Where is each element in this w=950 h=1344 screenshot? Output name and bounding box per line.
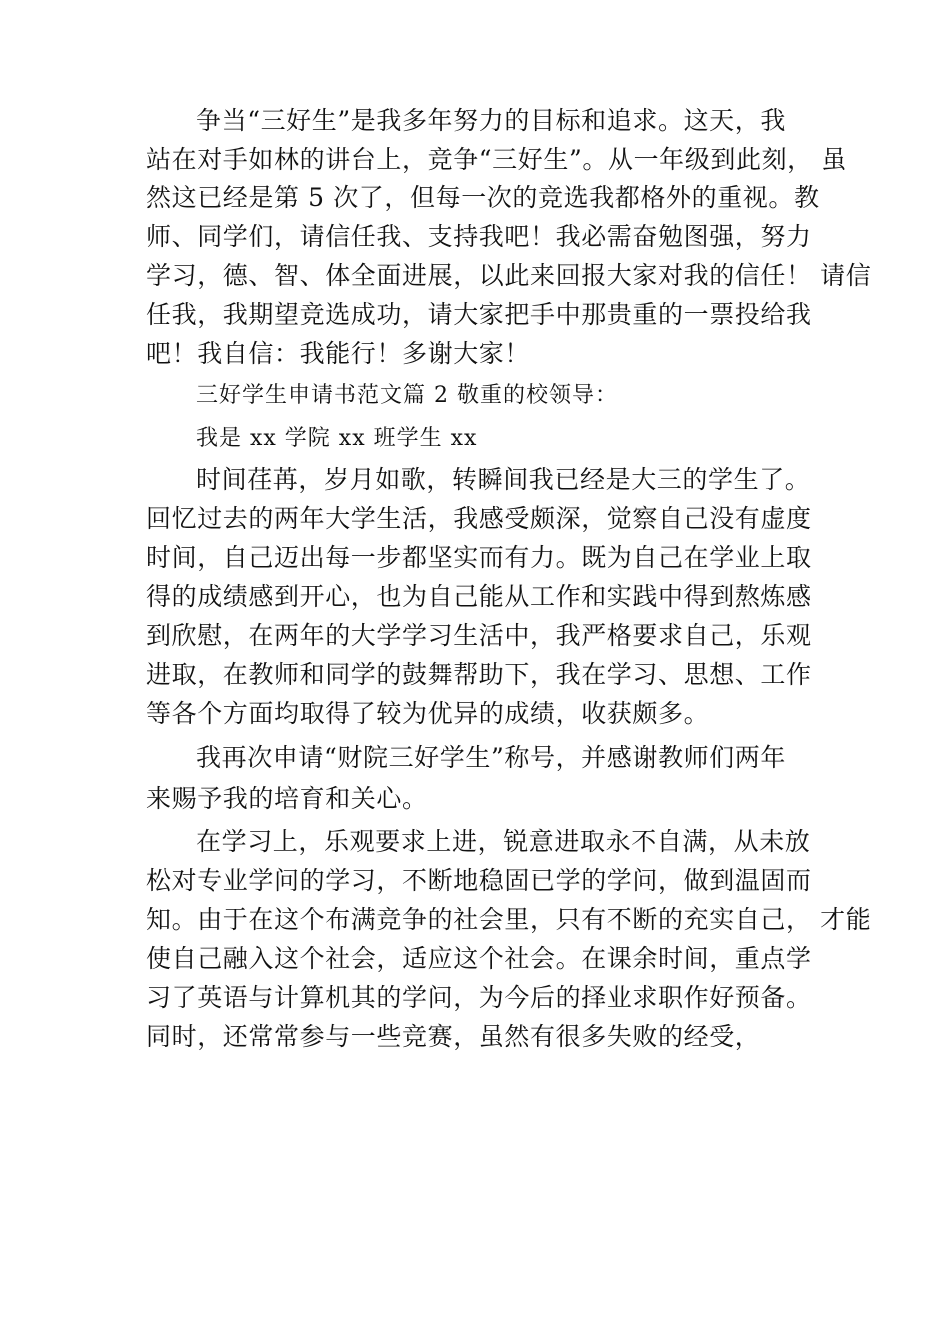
paragraph-line: 学习，德、智、体全面进展，以此来回报大家对我的信任！ 请信 <box>146 261 872 290</box>
paragraph-line: 松对专业学问的学习，不断地稳固已学的学问，做到温固而 <box>146 866 812 895</box>
paragraph-line: 等各个方面均取得了较为优异的成绩，收获颇多。 <box>146 699 710 728</box>
paragraph-line: 师、同学们，请信任我、支持我吧！我必需奋勉图强，努力 <box>146 222 812 251</box>
paragraph-line: 回忆过去的两年大学生活，我感受颇深，觉察自己没有虚度 <box>146 504 812 533</box>
paragraph-line: 时间荏苒，岁月如歌，转瞬间我已经是大三的学生了。 <box>196 465 811 494</box>
paragraph-line: 来赐予我的培育和关心。 <box>146 784 428 813</box>
paragraph-line: 站在对手如林的讲台上，竞争“三好生”。从一年级到此刻， 虽 <box>146 145 847 174</box>
paragraph-line: 进取，在教师和同学的鼓舞帮助下，我在学习、思想、工作 <box>146 660 812 689</box>
paragraph-line: 我再次申请“财院三好学生”称号，并感谢教师们两年 <box>196 743 786 772</box>
paragraph-line: 争当“三好生”是我多年努力的目标和追求。这天，我 <box>196 106 786 135</box>
section-heading: 三好学生申请书范文篇 2 敬重的校领导： <box>196 383 618 408</box>
paragraph-line: 到欣慰，在两年的大学学习生活中，我严格要求自己，乐观 <box>146 621 812 650</box>
paragraph-line: 吧！我自信：我能行！多谢大家！ <box>146 339 531 368</box>
paragraph-line: 任我，我期望竞选成功，请大家把手中那贵重的一票投给我 <box>146 300 812 329</box>
paragraph-line: 习了英语与计算机其的学问，为今后的择业求职作好预备。 <box>146 983 812 1012</box>
paragraph-line: 时间，自己迈出每一步都坚实而有力。既为自己在学业上取 <box>146 543 812 572</box>
paragraph-line: 使自己融入这个社会，适应这个社会。在课余时间，重点学 <box>146 944 812 973</box>
paragraph-line: 在学习上，乐观要求上进，锐意进取永不自满，从未放 <box>196 827 811 856</box>
paragraph-line: 然这已经是第 5 次了，但每一次的竞选我都格外的重视。教 <box>146 183 820 212</box>
paragraph-line: 知。由于在这个布满竞争的社会里，只有不断的充实自己， 才能 <box>146 905 872 934</box>
paragraph-line: 同时，还常常参与一些竞赛，虽然有很多失败的经受， <box>146 1022 761 1051</box>
paragraph-line: 得的成绩感到开心，也为自己能从工作和实践中得到熬炼感 <box>146 582 812 611</box>
salutation-line: 我是 xx 学院 xx 班学生 xx <box>196 426 478 451</box>
